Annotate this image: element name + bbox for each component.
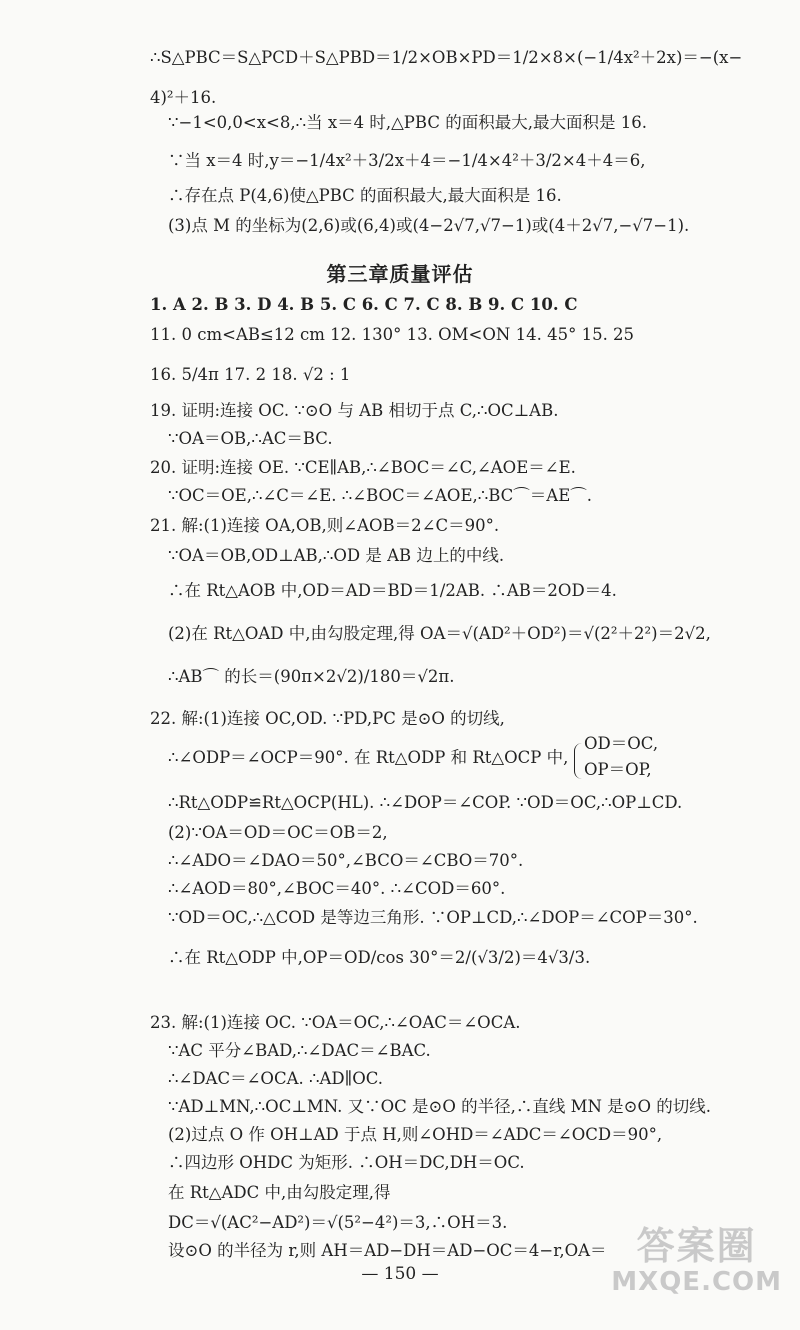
brace-condition: OD＝OC, — [584, 734, 659, 753]
text-line: ∴∠AOD＝80°,∠BOC＝40°. ∴∠COD＝60°. — [168, 879, 506, 898]
text-line: 设⊙O 的半径为 r,则 AH＝AD−DH＝AD−OC＝4−r,OA＝ — [168, 1241, 607, 1260]
text-line: 22. 解:(1)连接 OC,OD. ∵PD,PC 是⊙O 的切线, — [150, 709, 505, 728]
answer-line: 1. A 2. B 3. D 4. B 5. C 6. C 7. C 8. B 9. C 10. C — [150, 295, 578, 314]
text-line: ∴在 Rt△ODP 中,OP＝OD/cos 30°＝2/(√3/2)＝4√3/3. — [168, 948, 591, 967]
text-line: (2)过点 O 作 OH⊥AD 于点 H,则∠OHD＝∠ADC＝∠OCD＝90°, — [168, 1125, 663, 1144]
text-line: DC＝√(AC²−AD²)＝√(5²−4²)＝3,∴OH＝3. — [168, 1213, 508, 1232]
text-line: ∴Rt△ODP≌Rt△OCP(HL). ∴∠DOP＝∠COP. ∵OD＝OC,∴OP⊥CD. — [168, 793, 683, 812]
text-line: ∵−1<0,0<x<8,∴当 x＝4 时,△PBC 的面积最大,最大面积是 16. — [168, 113, 647, 132]
text-line: ∴在 Rt△AOB 中,OD＝AD＝BD＝1/2AB. ∴AB＝2OD＝4. — [168, 581, 617, 600]
text-line: ∴S△PBC＝S△PCD＋S△PBD＝1/2×OB×PD＝1/2×8×(−1/4x²＋2x)＝−(x− — [150, 48, 743, 67]
text-line: 19. 证明:连接 OC. ∵⊙O 与 AB 相切于点 C,∴OC⊥AB. — [150, 401, 559, 420]
brace-condition: OP＝OP, — [584, 760, 652, 779]
text-line: ∵OD＝OC,∴△COD 是等边三角形. ∵OP⊥CD,∴∠DOP＝∠COP＝30°. — [168, 908, 698, 927]
text-line: ∴∠ODP＝∠OCP＝90°. 在 Rt△ODP 和 Rt△OCP 中, — [168, 748, 569, 767]
text-line: ∵当 x＝4 时,y＝−1/4x²＋3/2x＋4＝−1/4×4²＋3/2×4＋4＝6, — [168, 151, 646, 170]
watermark-logo — [611, 1226, 782, 1296]
section-heading: 第三章质量评估 — [326, 262, 474, 286]
text-line: ∴存在点 P(4,6)使△PBC 的面积最大,最大面积是 16. — [168, 186, 562, 205]
watermark-text: 答案圈 — [636, 1224, 757, 1268]
text-line: 23. 解:(1)连接 OC. ∵OA＝OC,∴∠OAC＝∠OCA. — [150, 1013, 521, 1032]
text-line: ∵OA＝OB,OD⊥AB,∴OD 是 AB 边上的中线. — [168, 546, 505, 565]
brace-symbol — [574, 743, 583, 779]
answer-line: 16. 5/4π 17. 2 18. √2 : 1 — [150, 365, 351, 384]
text-line: ∴四边形 OHDC 为矩形. ∴OH＝DC,DH＝OC. — [168, 1153, 525, 1172]
text-line: 4)²＋16. — [150, 88, 217, 107]
text-line: (2)在 Rt△OAD 中,由勾股定理,得 OA＝√(AD²＋OD²)＝√(2²＋2²)＝2√2, — [168, 624, 711, 643]
text-line: ∵AC 平分∠BAD,∴∠DAC＝∠BAC. — [168, 1041, 431, 1060]
text-line: 21. 解:(1)连接 OA,OB,则∠AOB＝2∠C＝90°. — [150, 516, 500, 535]
text-line: ∵OC＝OE,∴∠C＝∠E. ∴∠BOC＝∠AOE,∴BC⌒＝AE⌒. — [168, 486, 592, 505]
text-line: (3)点 M 的坐标为(2,6)或(6,4)或(4−2√7,√7−1)或(4＋2√7,−√7−1). — [168, 216, 690, 235]
text-line: 20. 证明:连接 OE. ∵CE∥AB,∴∠BOC＝∠C,∠AOE＝∠E. — [150, 458, 576, 477]
text-line: 在 Rt△ADC 中,由勾股定理,得 — [168, 1183, 391, 1202]
text-line: ∴AB⌒ 的长＝(90π×2√2)/180＝√2π. — [168, 667, 455, 686]
text-line: (2)∵OA＝OD＝OC＝OB＝2, — [168, 823, 388, 842]
text-line: ∴∠DAC＝∠OCA. ∴AD∥OC. — [168, 1069, 384, 1088]
page-number: — 150 — — [361, 1264, 439, 1284]
text-line: ∵AD⊥MN,∴OC⊥MN. 又∵OC 是⊙O 的半径,∴直线 MN 是⊙O 的切线. — [168, 1097, 712, 1116]
text-line: ∵OA＝OB,∴AC＝BC. — [168, 429, 333, 448]
answer-line: 11. 0 cm<AB≤12 cm 12. 130° 13. OM<ON 14. 45° 15. 25 — [150, 325, 635, 344]
text-line: ∴∠ADO＝∠DAO＝50°,∠BCO＝∠CBO＝70°. — [168, 851, 524, 870]
watermark-url: MXQE.COM — [611, 1266, 782, 1297]
